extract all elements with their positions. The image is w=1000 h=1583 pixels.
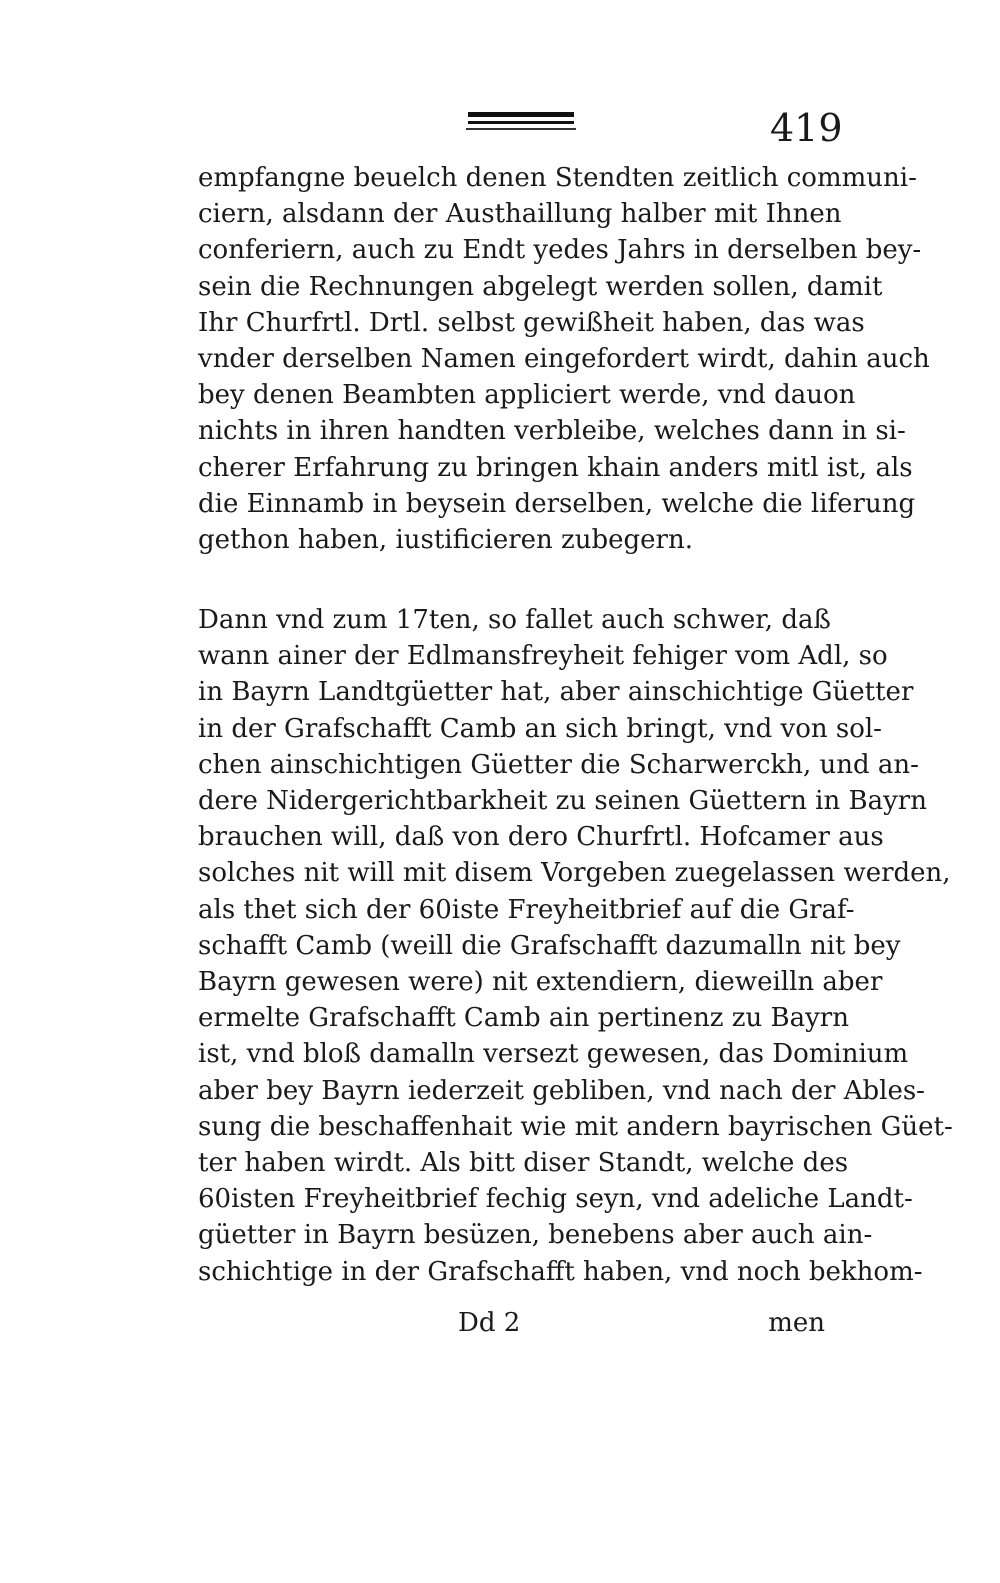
text-line: in der Grafschafft Camb an sich bringt, vnd von sol- [198,713,882,744]
text-line: 60isten Freyheitbrief fechig seyn, vnd adeliche Landt- [198,1184,913,1215]
text-line: die Einnamb in beysein derselben, welche die liferung [198,488,916,519]
text-line: Bayrn gewesen were) nit extendiern, dieweilln aber [198,967,883,997]
text-line: gethon haben, iustificieren zubegern. [198,525,693,555]
text-line: schichtige in der Grafschafft haben, vnd noch bekhom- [198,1256,923,1287]
text-line: als thet sich der 60iste Freyheitbrief auf die Graf- [198,894,855,925]
text-line: in Bayrn Landtgüetter hat, aber ainschichtige Güetter [198,677,914,708]
text-line: chen ainschichtigen Güetter die Scharwerckh, und an- [198,749,919,780]
text-line: vnder derselben Namen eingefordert wirdt, dahin auch [198,344,930,374]
signature-mark: Dd 2 [458,1308,521,1338]
text-line: ciern, alsdann der Austhaillung halber mit Ihnen [198,199,842,230]
page-number: 419 [770,106,843,150]
text-line: ermelte Grafschafft Camb ain pertinenz zu Bayrn [198,1003,849,1034]
text-line: brauchen will, daß von dero Churfrtl. Hofcamer aus [198,822,884,853]
header-rule-bar [466,128,576,130]
text-line: aber bey Bayrn iederzeit gebliben, vnd nach der Ables- [198,1075,925,1106]
text-line: bey denen Beambten appliciert werde, vnd dauon [198,380,856,411]
text-line: schafft Camb (weill die Grafschafft dazumalln nit bey [198,930,901,961]
text-line: wann ainer der Edlmansfreyheit fehiger vom Adl, so [198,641,888,672]
text-line: solches nit will mit disem Vorgeben zuegelassen werden, [198,858,951,889]
text-line: sein die Rechnungen abgelegt werden sollen, damit [198,271,883,302]
text-line: conferiern, auch zu Endt yedes Jahrs in derselben bey- [198,235,922,266]
text-line: Ihr Churfrtl. Drtl. selbst gewißheit haben, das was [198,307,865,338]
text-line: empfangne beuelch denen Stendten zeitlich communi- [198,163,917,193]
text-line: nichts in ihren handten verbleibe, welches dann in si- [198,416,906,447]
text-line: ist, vnd bloß damalln versezt gewesen, das Dominium [198,1039,909,1070]
header-rule-bar [468,112,574,117]
header-rule-bar [468,121,574,124]
catchword: men [768,1308,825,1338]
text-line: sung die beschaffenhait wie mit andern bayrischen Güet- [198,1111,953,1142]
text-line: güetter in Bayrn besüzen, benebens aber auch ain- [198,1220,873,1251]
header-ornament-rule [466,108,576,134]
text-line: cherer Erfahrung zu bringen khain anders mitl ist, als [198,452,913,483]
text-line: dere Nidergerichtbarkheit zu seinen Güettern in Bayrn [198,786,927,816]
text-line: Dann vnd zum 17ten, so fallet auch schwer, daß [198,605,831,635]
text-line: ter haben wirdt. Als bitt diser Standt, welche des [198,1148,849,1178]
